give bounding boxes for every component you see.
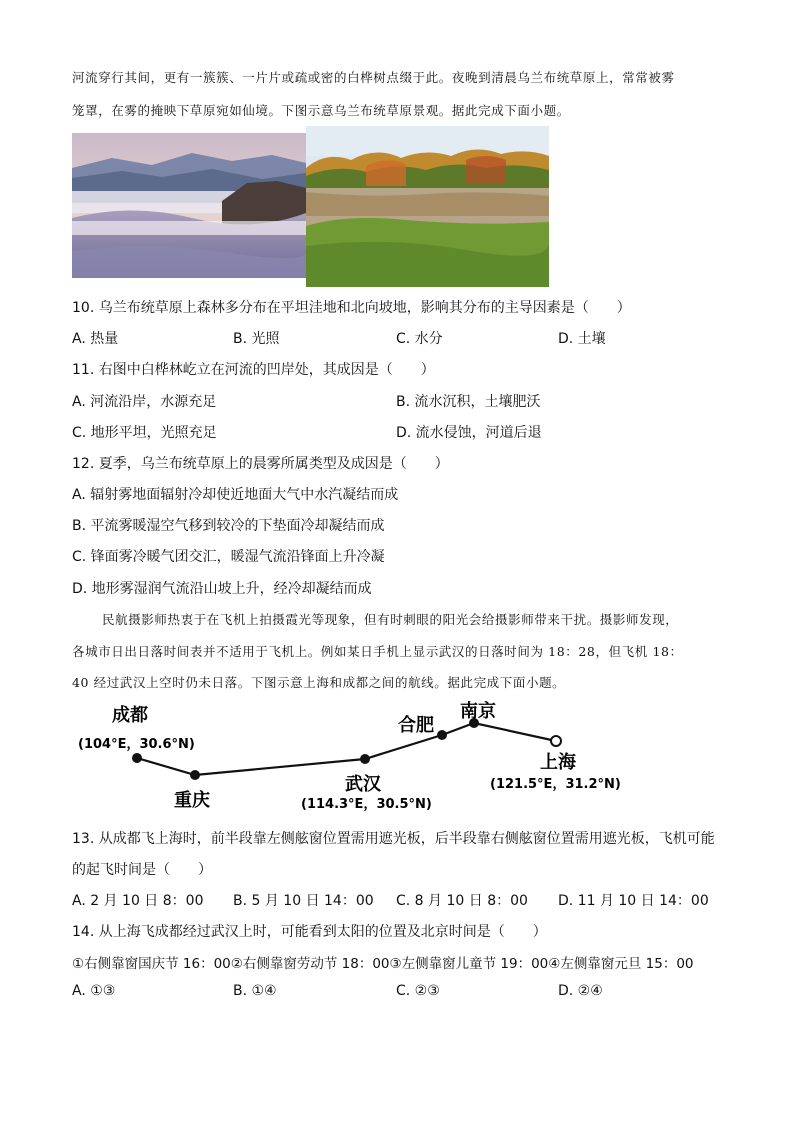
q11-option-d[interactable]: D. 流水侵蚀，河道后退 bbox=[396, 425, 542, 441]
q14-option-d[interactable]: D. ②④ bbox=[558, 983, 603, 999]
q12-option-a[interactable]: A. 辐射雾地面辐射冷却使近地面大气中水汽凝结而成 bbox=[72, 487, 399, 503]
q10-option-d[interactable]: D. 土壤 bbox=[558, 331, 606, 347]
q13-option-c[interactable]: C. 8 月 10 日 8：00 bbox=[396, 893, 528, 909]
wuhan-coord: (114.3°E，30.5°N) bbox=[301, 797, 432, 812]
q12-option-c[interactable]: C. 锋面雾冷暖气团交汇，暖湿气流沿锋面上升冷凝 bbox=[72, 549, 385, 565]
q14-option-c[interactable]: C. ②③ bbox=[396, 983, 440, 999]
shanghai-point bbox=[551, 736, 561, 746]
q12-option-d[interactable]: D. 地形雾湿润气流沿山坡上升，经冷却凝结而成 bbox=[72, 581, 372, 597]
flight-route-map bbox=[70, 698, 650, 818]
q10-stem: 10. 乌兰布统草原上森林多分布在平坦洼地和北向坡地，影响其分布的主导因素是（ ） bbox=[72, 300, 631, 316]
q13-option-d[interactable]: D. 11 月 10 日 14：00 bbox=[558, 893, 709, 909]
q14-items: ①右侧靠窗国庆节 16：00②右侧靠窗劳动节 18：00③左侧靠窗儿童节 19：00④左侧靠窗元旦 15：00 bbox=[72, 956, 694, 972]
flight-route-line bbox=[137, 723, 556, 775]
nanjing-label: 南京 bbox=[460, 701, 496, 722]
q11-option-a[interactable]: A. 河流沿岸，水源充足 bbox=[72, 394, 217, 410]
q14-option-a[interactable]: A. ①③ bbox=[72, 983, 116, 999]
chengdu-point bbox=[132, 753, 142, 763]
intro-line-1: 河流穿行其间，更有一簇簇、一片片或疏或密的白桦树点缀于此。夜晚到清晨乌兰布统草原上，常常被雾 bbox=[72, 70, 675, 85]
q10-option-c[interactable]: C. 水分 bbox=[396, 331, 443, 347]
q11-option-c[interactable]: C. 地形平坦，光照充足 bbox=[72, 425, 217, 441]
q11-option-b[interactable]: B. 流水沉积，土壤肥沃 bbox=[396, 394, 541, 410]
q10-option-a[interactable]: A. 热量 bbox=[72, 331, 119, 347]
q13-stem-2: 的起飞时间是（ ） bbox=[72, 862, 212, 878]
q10-option-b[interactable]: B. 光照 bbox=[233, 331, 280, 347]
q14-stem: 14. 从上海飞成都经过武汉上时，可能看到太阳的位置及北京时间是（ ） bbox=[72, 924, 547, 940]
q13-option-a[interactable]: A. 2 月 10 日 8：00 bbox=[72, 893, 204, 909]
intro-line-2: 笼罩，在雾的掩映下草原宛如仙境。下图示意乌兰布统草原景观。据此完成下面小题。 bbox=[72, 103, 570, 118]
q14-option-b[interactable]: B. ①④ bbox=[233, 983, 277, 999]
q12-option-b[interactable]: B. 平流雾暖湿空气移到较冷的下垫面冷却凝结而成 bbox=[72, 518, 385, 534]
mist-valley-photo bbox=[72, 133, 306, 278]
q13-stem-1: 13. 从成都飞上海时，前半段靠左侧舷窗位置需用遮光板，后半段靠右侧舷窗位置需用遮光板，飞机可能 bbox=[72, 831, 715, 847]
wuhan-label: 武汉 bbox=[345, 774, 381, 795]
q12-stem: 12. 夏季，乌兰布统草原上的晨雾所属类型及成因是（ ） bbox=[72, 456, 449, 472]
passage2-line-1: 民航摄影师热衷于在飞机上拍摄霞光等现象，但有时刺眼的阳光会给摄影师带来干扰。摄影师发现， bbox=[102, 612, 679, 627]
hefei-label: 合肥 bbox=[398, 715, 434, 736]
wuhan-point bbox=[360, 754, 370, 764]
shanghai-label: 上海 bbox=[540, 752, 576, 773]
birch-river-photo bbox=[306, 126, 549, 287]
q13-option-b[interactable]: B. 5 月 10 日 14：00 bbox=[233, 893, 374, 909]
shanghai-coord: (121.5°E，31.2°N) bbox=[490, 777, 621, 792]
passage2-line-2: 各城市日出日落时间表并不适用于飞机上。例如某日手机上显示武汉的日落时间为 18：28，但飞机 18： bbox=[72, 644, 683, 659]
hefei-point bbox=[437, 730, 447, 740]
chengdu-label: 成都 bbox=[112, 705, 148, 726]
chongqing-point bbox=[190, 770, 200, 780]
chengdu-coord: (104°E，30.6°N) bbox=[78, 737, 195, 752]
chongqing-label: 重庆 bbox=[174, 790, 210, 811]
passage2-line-3: 40 经过武汉上空时仍未日落。下图示意上海和成都之间的航线。据此完成下面小题。 bbox=[72, 675, 566, 690]
q11-stem: 11. 右图中白桦林屹立在河流的凹岸处，其成因是（ ） bbox=[72, 362, 435, 378]
